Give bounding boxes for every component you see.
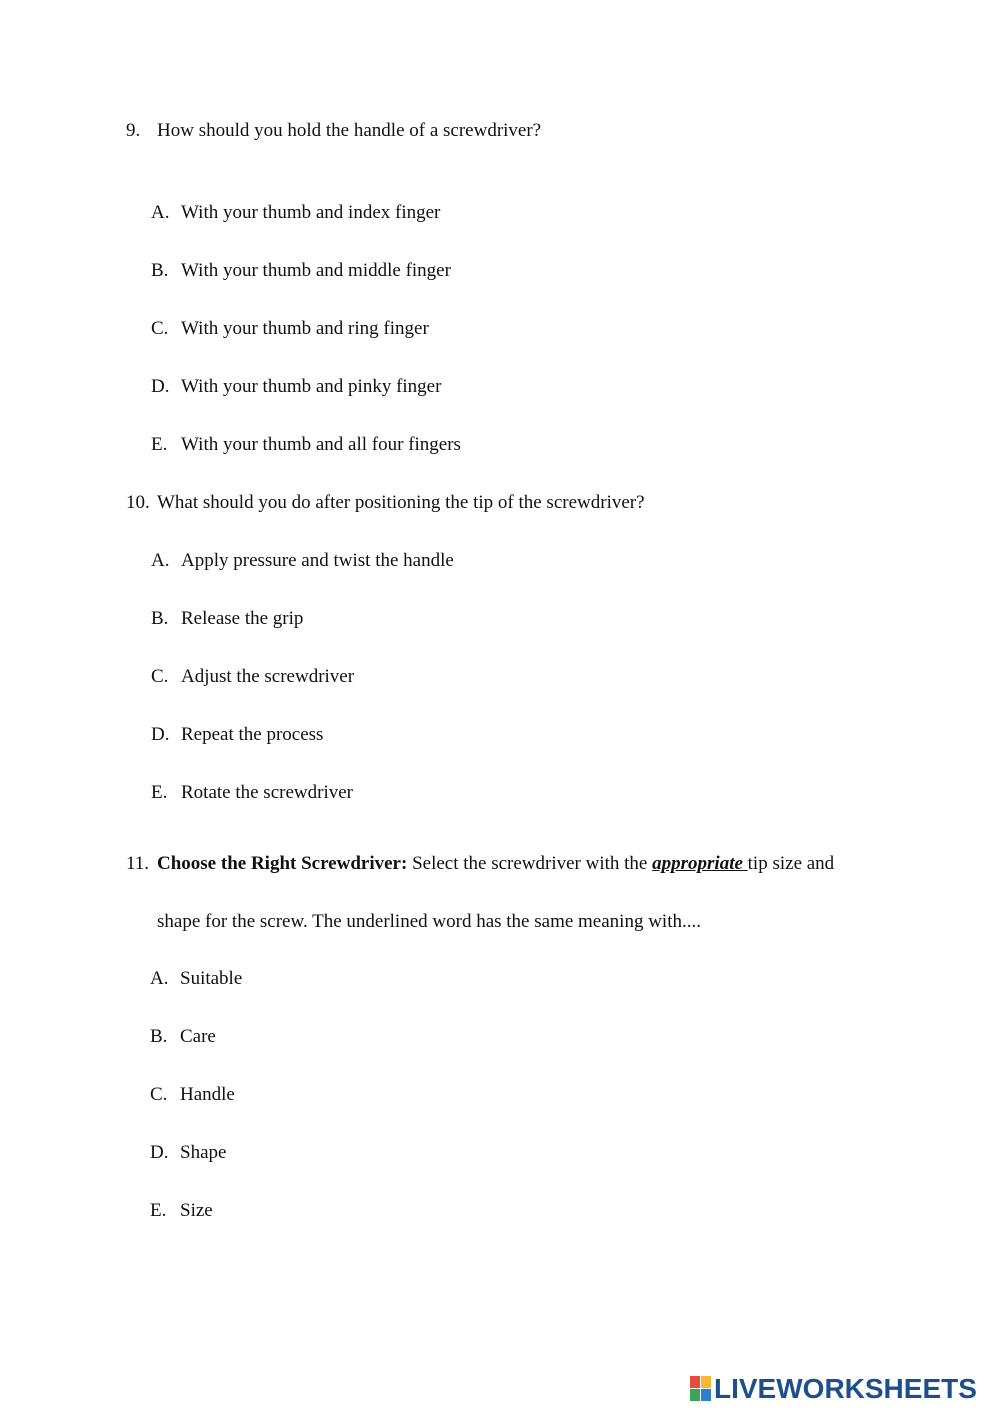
liveworksheets-logo (690, 1373, 977, 1405)
question-bold-lead: Choose the Right Screwdriver: (157, 853, 408, 874)
option-text: Apply pressure and twist the handle (181, 550, 454, 571)
option-text: With your thumb and ring finger (181, 318, 429, 339)
question-text-line-1 (157, 852, 834, 876)
option-letter: C. (151, 318, 169, 339)
option-letter: C. (151, 666, 169, 687)
option-text: Care (180, 1026, 216, 1047)
option-text: Repeat the process (181, 724, 324, 745)
option-text: Suitable (180, 968, 243, 989)
logo-text: LIVEWORKSHEETS (714, 1373, 977, 1404)
question-number: 11. (126, 853, 150, 874)
option-text: Adjust the screwdriver (181, 666, 355, 687)
liveworksheets-logo-icon (690, 1376, 712, 1402)
option-text: With your thumb and middle finger (181, 260, 451, 281)
question-text-before: Select the screwdriver with the (407, 853, 653, 874)
option-text: With your thumb and all four fingers (181, 434, 461, 455)
option-letter: C. (150, 1084, 168, 1105)
option-letter: A. (150, 968, 169, 989)
underlined-word: appropriate (652, 853, 748, 874)
option-text: Size (180, 1200, 213, 1221)
option-letter: D. (151, 724, 170, 745)
question-number: 10. (126, 492, 150, 513)
option-letter: E. (150, 1200, 167, 1221)
question-text: How should you hold the handle of a screwdriver? (157, 120, 542, 141)
option-text: Shape (180, 1142, 227, 1163)
question-text-after: tip size and (747, 853, 835, 874)
question-text: What should you do after positioning the tip of the screwdriver? (157, 492, 645, 513)
option-text: Release the grip (181, 608, 304, 629)
option-text: Handle (180, 1084, 235, 1105)
option-letter: A. (151, 202, 170, 223)
option-letter: D. (150, 1142, 169, 1163)
option-letter: B. (151, 608, 169, 629)
option-letter: A. (151, 550, 170, 571)
option-letter: B. (150, 1026, 168, 1047)
option-letter: E. (151, 434, 168, 455)
question-number: 9. (126, 120, 141, 141)
option-text: With your thumb and index finger (181, 202, 441, 223)
option-letter: E. (151, 782, 168, 803)
option-letter: B. (151, 260, 169, 281)
option-text: With your thumb and pinky finger (181, 376, 442, 397)
question-text-line-2: shape for the screw. The underlined word has the same meaning with.... (157, 911, 701, 932)
option-letter: D. (151, 376, 170, 397)
option-text: Rotate the screwdriver (181, 782, 353, 803)
